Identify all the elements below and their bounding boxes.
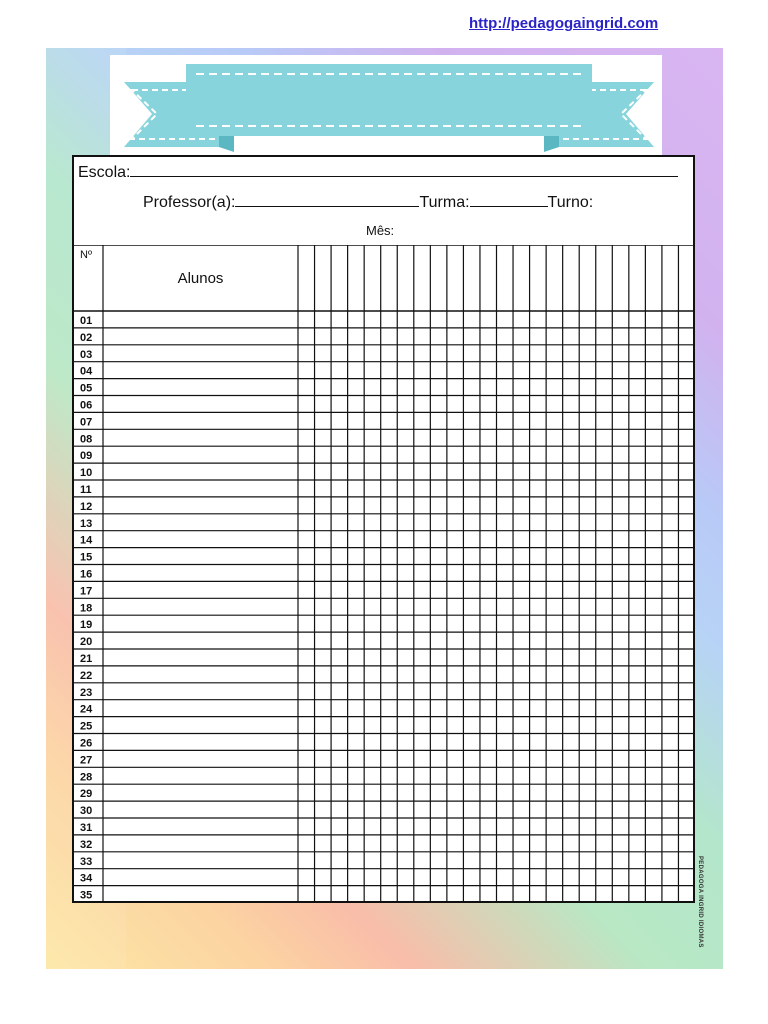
student-name-cell[interactable] [104, 785, 297, 800]
row-number: 06 [80, 399, 93, 412]
student-name-cell[interactable] [104, 397, 297, 412]
row-number: 27 [80, 754, 93, 767]
row-number: 09 [80, 450, 93, 463]
student-name-cell[interactable] [104, 650, 297, 665]
professor-line[interactable] [235, 205, 419, 207]
student-name-cell[interactable] [104, 532, 297, 547]
row-number: 32 [80, 838, 93, 851]
student-name-cell[interactable] [104, 887, 297, 902]
mes-label: Mês: [366, 223, 395, 238]
escola-line[interactable] [130, 175, 678, 177]
row-number: 24 [80, 703, 93, 716]
turno-label: Turno: [547, 194, 594, 211]
student-name-cell[interactable] [104, 870, 297, 885]
mes-field[interactable] [366, 223, 394, 238]
row-number: 04 [80, 365, 93, 378]
student-name-cell[interactable] [104, 836, 297, 851]
row-number: 29 [80, 788, 93, 801]
row-number: 03 [80, 348, 93, 361]
professor-label: Professor(a): [143, 194, 236, 211]
row-number: 07 [80, 416, 93, 429]
row-number: 15 [80, 551, 93, 564]
student-name-cell[interactable] [104, 633, 297, 648]
row-number: 25 [80, 720, 93, 733]
turma-label: Turma: [419, 194, 470, 211]
student-name-cell[interactable] [104, 498, 297, 513]
teacher-fields [143, 194, 593, 212]
students-header: Alunos [177, 270, 224, 287]
row-number: 11 [80, 484, 92, 496]
escola-label: Escola: [78, 164, 131, 181]
row-number: 30 [80, 805, 93, 818]
row-number: 33 [80, 855, 93, 868]
row-number: 31 [80, 822, 93, 834]
row-number: 22 [80, 669, 93, 682]
row-number: 10 [80, 467, 93, 480]
student-name-cell[interactable] [104, 549, 297, 564]
row-number: 28 [80, 771, 93, 784]
row-number: 26 [80, 737, 93, 750]
title-banner [124, 62, 654, 152]
row-number: 35 [80, 889, 93, 902]
student-name-cell[interactable] [104, 380, 297, 395]
escola-field[interactable] [78, 164, 678, 182]
row-number: 17 [80, 585, 93, 598]
student-name-cell[interactable] [104, 735, 297, 750]
row-number: 16 [80, 568, 93, 581]
student-name-cell[interactable] [104, 363, 297, 378]
student-name-cell[interactable] [104, 802, 297, 817]
student-name-cell[interactable] [104, 684, 297, 699]
student-name-cell[interactable] [104, 312, 297, 327]
student-name-cell[interactable] [104, 346, 297, 361]
student-name-cell[interactable] [104, 853, 297, 868]
row-number: 12 [80, 500, 93, 513]
student-name-cell[interactable] [104, 667, 297, 682]
row-number: 18 [80, 602, 93, 615]
attendance-grid [74, 245, 695, 903]
row-number: 08 [80, 433, 93, 446]
website-link[interactable]: http://pedagogaingrid.com [469, 15, 659, 32]
number-header: Nº [80, 249, 92, 261]
student-name-cell[interactable] [104, 616, 297, 631]
student-name-cell[interactable] [104, 566, 297, 581]
row-number: 05 [80, 382, 93, 395]
row-number: 02 [80, 331, 93, 344]
author-credit: PEDAGOGA INGRID IDIOMAS [697, 856, 703, 948]
student-name-cell[interactable] [104, 430, 297, 445]
student-name-cell[interactable] [104, 329, 297, 344]
row-number: 13 [80, 517, 93, 530]
student-name-cell[interactable] [104, 515, 297, 530]
student-name-cell[interactable] [104, 701, 297, 716]
row-number: 20 [80, 636, 93, 649]
student-name-cell[interactable] [104, 599, 297, 614]
row-number: 19 [80, 619, 93, 632]
turma-line[interactable] [470, 205, 548, 207]
row-number: 21 [80, 653, 93, 665]
student-name-cell[interactable] [104, 751, 297, 766]
student-name-cell[interactable] [104, 447, 297, 462]
student-name-cell[interactable] [104, 464, 297, 479]
row-number: 34 [80, 872, 93, 885]
student-name-cell[interactable] [104, 582, 297, 597]
student-name-cell[interactable] [104, 413, 297, 428]
student-name-cell[interactable] [104, 819, 297, 834]
student-name-cell[interactable] [104, 768, 297, 783]
row-number: 23 [80, 686, 93, 699]
student-name-cell[interactable] [104, 718, 297, 733]
row-number: 01 [80, 315, 93, 327]
student-name-cell[interactable] [104, 481, 297, 496]
row-number: 14 [80, 534, 93, 547]
